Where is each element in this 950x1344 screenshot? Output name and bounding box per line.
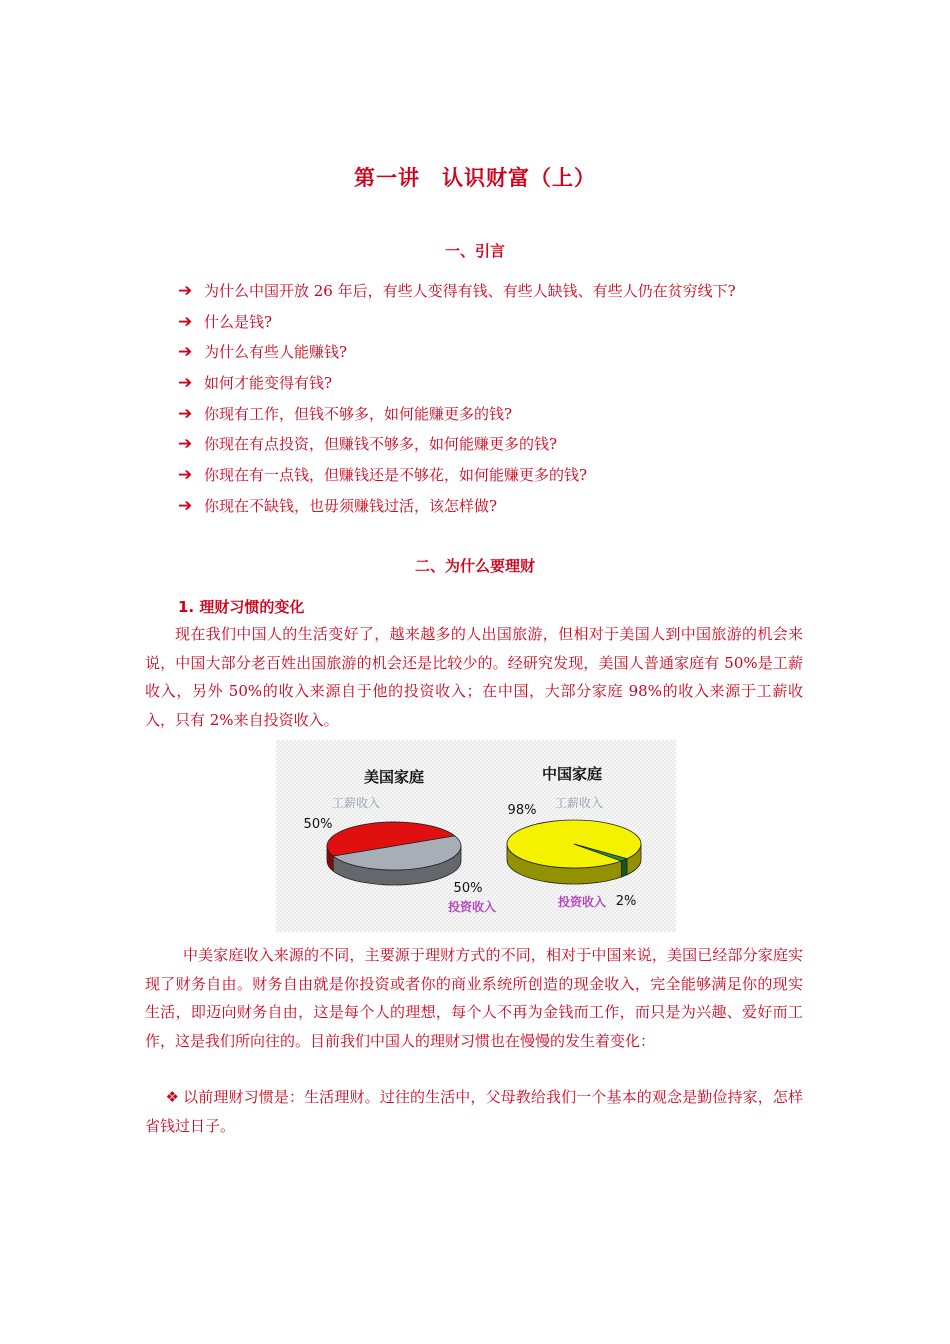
us-wage-value: 50% [303, 817, 333, 832]
page-title [0, 162, 950, 192]
right-arrow-icon: ➔ [178, 465, 193, 486]
cn-invest-value: 2% [615, 894, 637, 909]
paragraph-old-habit: ❖ 以前理财习惯是：生活理财。过往的生活中，父母教给我们一个基本的观念是勤俭持家，怎样省钱过日子。 [145, 1083, 803, 1140]
diamond-bullet-icon: ❖ [165, 1088, 179, 1106]
question-list [178, 281, 736, 527]
cn-pie [507, 820, 641, 884]
section2-heading: 二、为什么要理财 [414, 557, 535, 575]
right-arrow-icon: ➔ [178, 495, 193, 516]
list-item: ➔ 为什么中国开放 26 年后，有些人变得有钱、有些人缺钱、有些人仍在贫穷线下? [178, 281, 736, 301]
list-item: ➔ 如何才能变得有钱? [178, 373, 333, 394]
us-invest-value: 50% [453, 881, 483, 896]
right-arrow-icon: ➔ [178, 373, 193, 394]
right-arrow-icon: ➔ [178, 342, 193, 363]
us-chart-title: 美国家庭 [363, 768, 425, 786]
cn-wage-value: 98% [507, 803, 537, 818]
cn-invest-label: 投资收入 [557, 895, 607, 909]
right-arrow-icon: ➔ [178, 311, 193, 332]
section1-heading: 一、引言 [444, 242, 505, 260]
paragraph-income: 现在我们中国人的生活变好了，越来越多的人出国旅游，但相对于美国人到中国旅游的机会来说，中国大部分老百姓出国旅游的机会还是比较少的。经研究发现，美国人普通家庭有 50%是工薪收入，另外 50%的收入来源自于他的投资收入；在中国，大部分家庭 98%的收入来源于工薪收入，只有 2%来自投资收入。 [145, 625, 803, 729]
us-invest-label: 投资收入 [447, 900, 497, 914]
right-arrow-icon: ➔ [178, 434, 193, 455]
income-pie-chart [276, 740, 676, 932]
title-part2: 认识财富（上） [442, 165, 596, 190]
us-pie [327, 822, 461, 885]
us-wage-label: 工薪收入 [331, 796, 381, 810]
cn-wage-label: 工薪收入 [554, 796, 604, 810]
list-item: ➔ 你现有工作，但钱不够多，如何能赚更多的钱? [178, 403, 513, 424]
list-item: ➔ 你现在有点投资，但赚钱不够多，如何能赚更多的钱? [178, 434, 558, 455]
paragraph-financial-freedom: 中美家庭收入来源的不同，主要源于理财方式的不同，相对于中国来说，美国已经部分家庭实现了财务自由。财务自由就是你投资或者你的商业系统所创造的现金收入，完全能够满足你的现实生活，即迈向财务自由，这是每个人的理想，每个人不再为金钱而工作，而只是为兴趣、爱好而工作，这是我们所向往的。目前我们中国人的理财习惯也在慢慢的发生着变化： [145, 946, 803, 1050]
title-part1: 第一讲 [354, 165, 420, 190]
list-item: ➔ 为什么有些人能赚钱? [178, 342, 348, 363]
right-arrow-icon: ➔ [178, 403, 193, 424]
pie-side-1 [621, 859, 627, 877]
right-arrow-icon: ➔ [178, 281, 193, 301]
cn-chart-title: 中国家庭 [541, 765, 603, 783]
list-item: ➔ 你现在不缺钱，也毋须赚钱过活，该怎样做? [178, 495, 498, 516]
list-item: ➔ 什么是钱? [178, 311, 273, 332]
subsection-heading: 1. 理财习惯的变化 [178, 598, 305, 616]
list-item: ➔ 你现在有一点钱，但赚钱还是不够花，如何能赚更多的钱? [178, 465, 588, 486]
